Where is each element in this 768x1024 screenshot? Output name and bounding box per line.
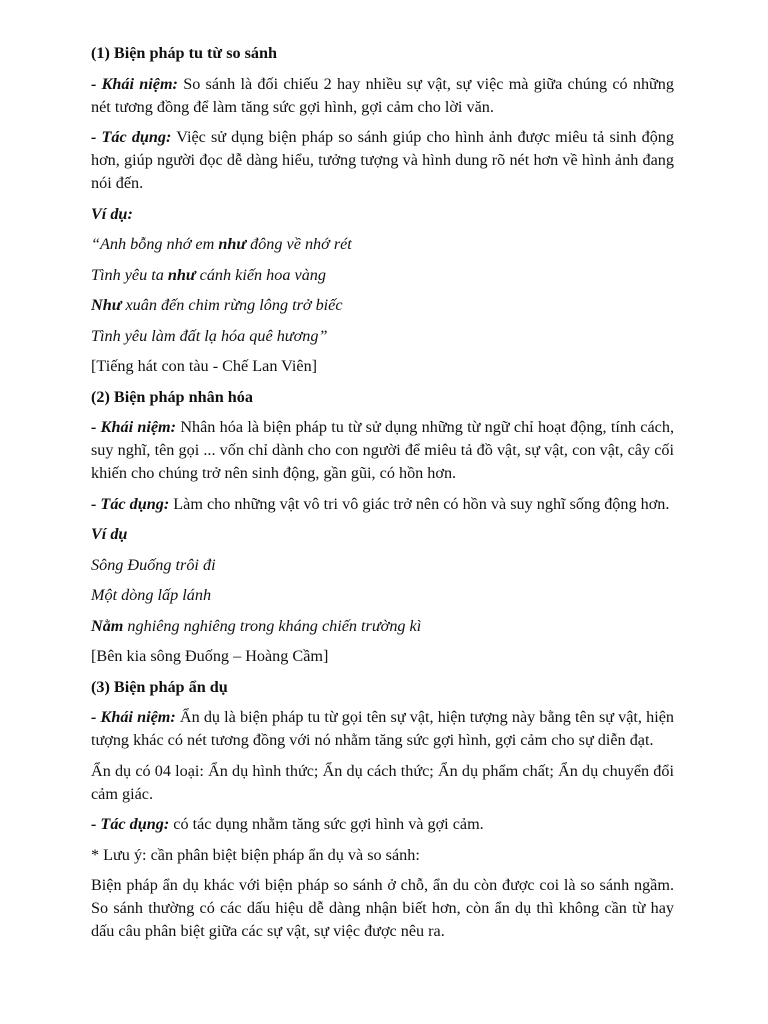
effect-label: - Tác dụng: (91, 494, 170, 513)
poem-keyword: như (218, 235, 247, 253)
section1-effect (91, 126, 674, 195)
section3-types: Ẩn dụ có 04 loại: Ẩn dụ hình thức; Ẩn dụ cách thức; Ẩn dụ phẩm chất; Ẩn dụ chuyển đổi cảm giác. (91, 761, 674, 803)
poem2-line1: Sông Đuống trôi đi (91, 555, 216, 574)
section2-heading: (2) Biện pháp nhân hóa (91, 387, 253, 406)
effect-text: Làm cho những vật vô tri vô giác trở nên có hồn và suy nghĩ sống động hơn. (169, 494, 670, 513)
poem1-line3 (91, 294, 674, 317)
poem1-line4: Tình yêu làm đất lạ hóa quê hương” (91, 326, 328, 345)
concept-label: - Khái niệm: (91, 74, 178, 93)
poem2-line3 (91, 615, 674, 638)
section3-effect (91, 813, 674, 836)
poem-keyword: như (167, 265, 196, 284)
poem-text: đông về nhớ rét (246, 235, 352, 253)
poem1-line1 (91, 233, 674, 256)
section1-heading: (1) Biện pháp tu từ so sánh (91, 44, 278, 62)
effect-text: có tác dụng nhằm tăng sức gợi hình và gợi cảm. (169, 815, 484, 833)
poem-keyword: Như (91, 296, 122, 314)
poem-text: nghiêng nghiêng trong kháng chiến trường kì (123, 616, 422, 635)
section3-concept (91, 706, 674, 752)
poem-text: xuân đến chim rừng lông trở biếc (121, 296, 343, 314)
section2-example-label: Ví dụ (91, 525, 128, 543)
section2-concept (91, 416, 674, 485)
concept-text: So sánh là đối chiếu 2 hay nhiều sự vật, sự việc mà giữa chúng có những nét tương đồng để làm tăng sức gợi hình, gợi cảm cho lời văn. (91, 74, 674, 116)
section3-compare: Biện pháp ẩn dụ khác với biện pháp so sánh ở chỗ, ẩn du còn được coi là so sánh ngầm. So sánh thường có các dấu hiệu dễ dàng nhận biết hơn, còn ẩn dụ thì không cần từ hay dấu câu phân biệt giữa các sự vật, sự việc được nêu ra. (91, 876, 674, 940)
section3-heading: (3) Biện pháp ẩn dụ (91, 677, 228, 696)
section1-example-label: Ví dụ: (91, 204, 133, 223)
concept-text: Ẩn dụ là biện pháp tu từ gọi tên sự vật, hiện tượng này bằng tên sự vật, hiện tượng khác có nét tương đồng với nó nhằm tăng sức gợi hình, gợi cảm cho sự diễn đạt. (91, 708, 674, 749)
effect-text: Việc sử dụng biện pháp so sánh giúp cho hình ảnh được miêu tả sinh động hơn, giúp người đọc dễ dàng hiểu, tưởng tượng và hình dung rõ nét hơn về hình ảnh đang nói đến. (91, 128, 674, 192)
section1-concept (91, 73, 674, 119)
concept-label: - Khái niệm: (91, 708, 176, 726)
poem2-line2: Một dòng lấp lánh (91, 586, 212, 604)
effect-label: - Tác dụng: (91, 128, 172, 146)
poem-text: cánh kiến hoa vàng (195, 265, 326, 284)
section2-source: [Bên kia sông Đuống – Hoàng Cầm] (91, 647, 329, 665)
poem-text: Tình yêu ta (91, 265, 168, 284)
effect-label: - Tác dụng: (91, 815, 170, 833)
section3-note: * Lưu ý: cần phân biệt biện pháp ẩn dụ và so sánh: (91, 845, 420, 864)
concept-label: - Khái niệm: (91, 418, 177, 436)
poem1-line2 (91, 264, 674, 287)
section2-effect (91, 493, 674, 516)
document-page (91, 42, 674, 951)
section1-source: [Tiếng hát con tàu - Chế Lan Viên] (91, 357, 318, 375)
concept-text: Nhân hóa là biện pháp tu từ sử dụng những từ ngữ chỉ hoạt động, tính cách, suy nghĩ, tên gọi ... vốn chỉ dành cho con người để miêu tả đồ vật, sự vật, con vật, cây cối khiến cho chúng trở nên sinh động, gần gũi, có hồn hơn. (91, 418, 674, 482)
poem-keyword: Nằm (91, 616, 124, 635)
poem-text: “Anh bỗng nhớ em (91, 235, 219, 253)
